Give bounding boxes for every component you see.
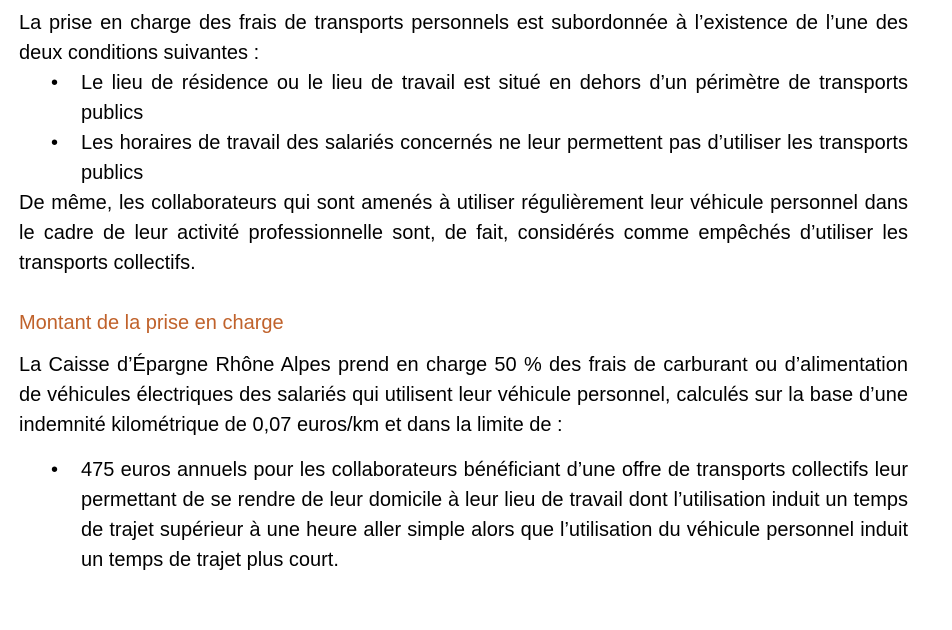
section-body-paragraph: La Caisse d’Épargne Rhône Alpes prend en charge 50 % des frais de carburant ou d’alimentation de véhicules électriques des salariés qui utilisent leur véhicule personnel, calculés sur la base d’une indemnité kilométrique de 0,07 euros/km et dans la limite de : bbox=[19, 354, 908, 436]
list-item: • Les horaires de travail des salariés concernés ne leur permettent pas d’utiliser les transports publics bbox=[19, 128, 908, 188]
conditions-list bbox=[19, 68, 908, 188]
intro-paragraph: La prise en charge des frais de transports personnels est subordonnée à l’existence de l’une des deux conditions suivantes : bbox=[19, 12, 908, 64]
note-paragraph: De même, les collaborateurs qui sont amenés à utiliser régulièrement leur véhicule personnel dans le cadre de leur activité professionnelle sont, de fait, considérés comme empêchés d’utiliser les transports collectifs. bbox=[19, 192, 908, 274]
limits-list bbox=[19, 455, 908, 575]
document-page bbox=[19, 8, 908, 575]
section-heading: Montant de la prise en charge bbox=[19, 312, 284, 334]
list-item: • 475 euros annuels pour les collaborateurs bénéficiant d’une offre de transports collectifs leur permettant de se rendre de leur domicile à leur lieu de travail dont l’utilisation induit un temps de trajet supérieur à une heure aller simple alors que l’utilisation du véhicule personnel induit un temps de trajet plus court. bbox=[19, 455, 908, 575]
list-item: • Le lieu de résidence ou le lieu de travail est situé en dehors d’un périmètre de transports publics bbox=[19, 68, 908, 128]
